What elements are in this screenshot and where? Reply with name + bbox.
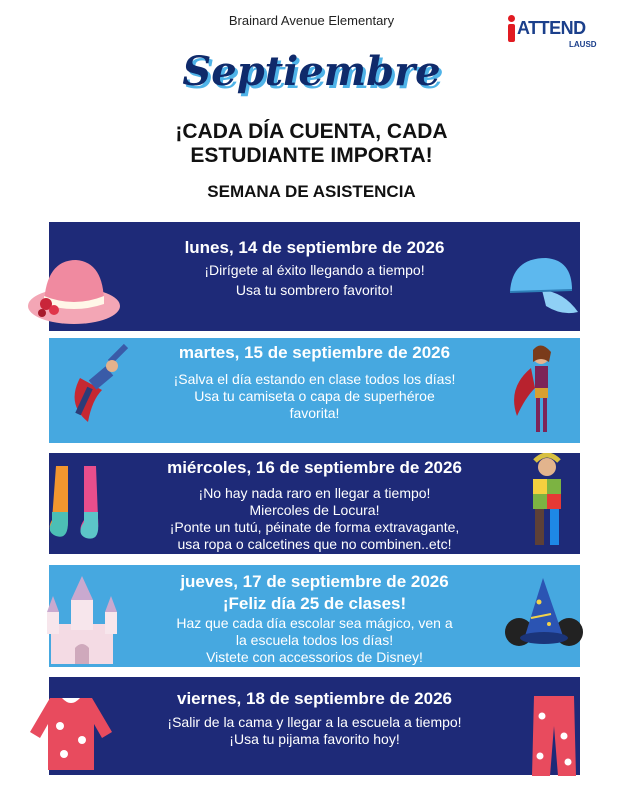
day-date: miércoles, 16 de septiembre de 2026	[167, 458, 462, 477]
day-line: ¡Dirígete al éxito llegando a tiempo!	[204, 262, 425, 278]
pajama-top-icon	[28, 692, 114, 772]
day-date: lunes, 14 de septiembre de 2026	[184, 238, 445, 257]
baseball-cap-icon	[502, 252, 582, 322]
school-name: Brainard Avenue Elementary	[228, 13, 395, 28]
logo-wordmark: ATTEND	[517, 18, 586, 38]
day-line: Usa tu camiseta o capa de superhéroe	[194, 388, 435, 404]
day-line: ¡No hay nada raro en llegar a tiempo!	[198, 485, 431, 501]
castle-icon	[37, 574, 127, 666]
logo-subtext: LAUSD	[569, 40, 597, 49]
day-line: Vistete con accessorios de Disney!	[206, 649, 423, 665]
day-panel-friday	[49, 677, 580, 775]
mismatched-socks-icon	[46, 462, 110, 550]
flying-superhero-icon	[60, 338, 140, 426]
day-line: ¡Ponte un tutú, péinate de forma extravagante,	[169, 519, 460, 535]
day-line: favorita!	[289, 405, 340, 421]
day-date: martes, 15 de septiembre de 2026	[178, 343, 451, 362]
month-title: Septiembre	[182, 48, 441, 95]
day-date: jueves, 17 de septiembre de 2026	[180, 572, 449, 591]
day-subhead: ¡Feliz día 25 de clases!	[222, 594, 407, 613]
superheroine-icon	[503, 338, 573, 438]
day-line: la escuela todos los días!	[235, 632, 394, 648]
day-panel-monday	[49, 222, 580, 331]
slogan-line-2: ESTUDIANTE IMPORTA!	[190, 144, 433, 167]
pajama-pants-icon	[528, 692, 580, 778]
slogan	[0, 120, 623, 168]
day-line: Usa tu sombrero favorito!	[235, 282, 394, 298]
day-line: Miercoles de Locura!	[249, 502, 380, 518]
day-line: ¡Salir de la cama y llegar a la escuela a tiempo!	[167, 714, 462, 730]
sun-hat-icon	[24, 252, 124, 328]
day-line: Haz que cada día escolar sea mágico, ven a	[176, 615, 453, 631]
day-line: ¡Usa tu pijama favorito hoy!	[229, 731, 400, 747]
day-line: usa ropa o calcetines que no combinen..etc!	[177, 536, 452, 552]
logo-i-dot	[508, 15, 515, 22]
slogan-line-1: ¡CADA DÍA CUENTA, CADA	[175, 120, 448, 143]
wacky-kid-icon	[517, 453, 577, 551]
day-date: viernes, 18 de septiembre de 2026	[177, 689, 452, 708]
day-panel-thursday	[49, 565, 580, 667]
wizard-ears-hat-icon	[503, 574, 585, 660]
day-panel-wednesday	[49, 453, 580, 554]
week-title: SEMANA DE ASISTENCIA	[207, 182, 416, 201]
logo-i-stem	[508, 24, 515, 42]
day-line: ¡Salva el día estando en clase todos los días!	[173, 371, 456, 387]
